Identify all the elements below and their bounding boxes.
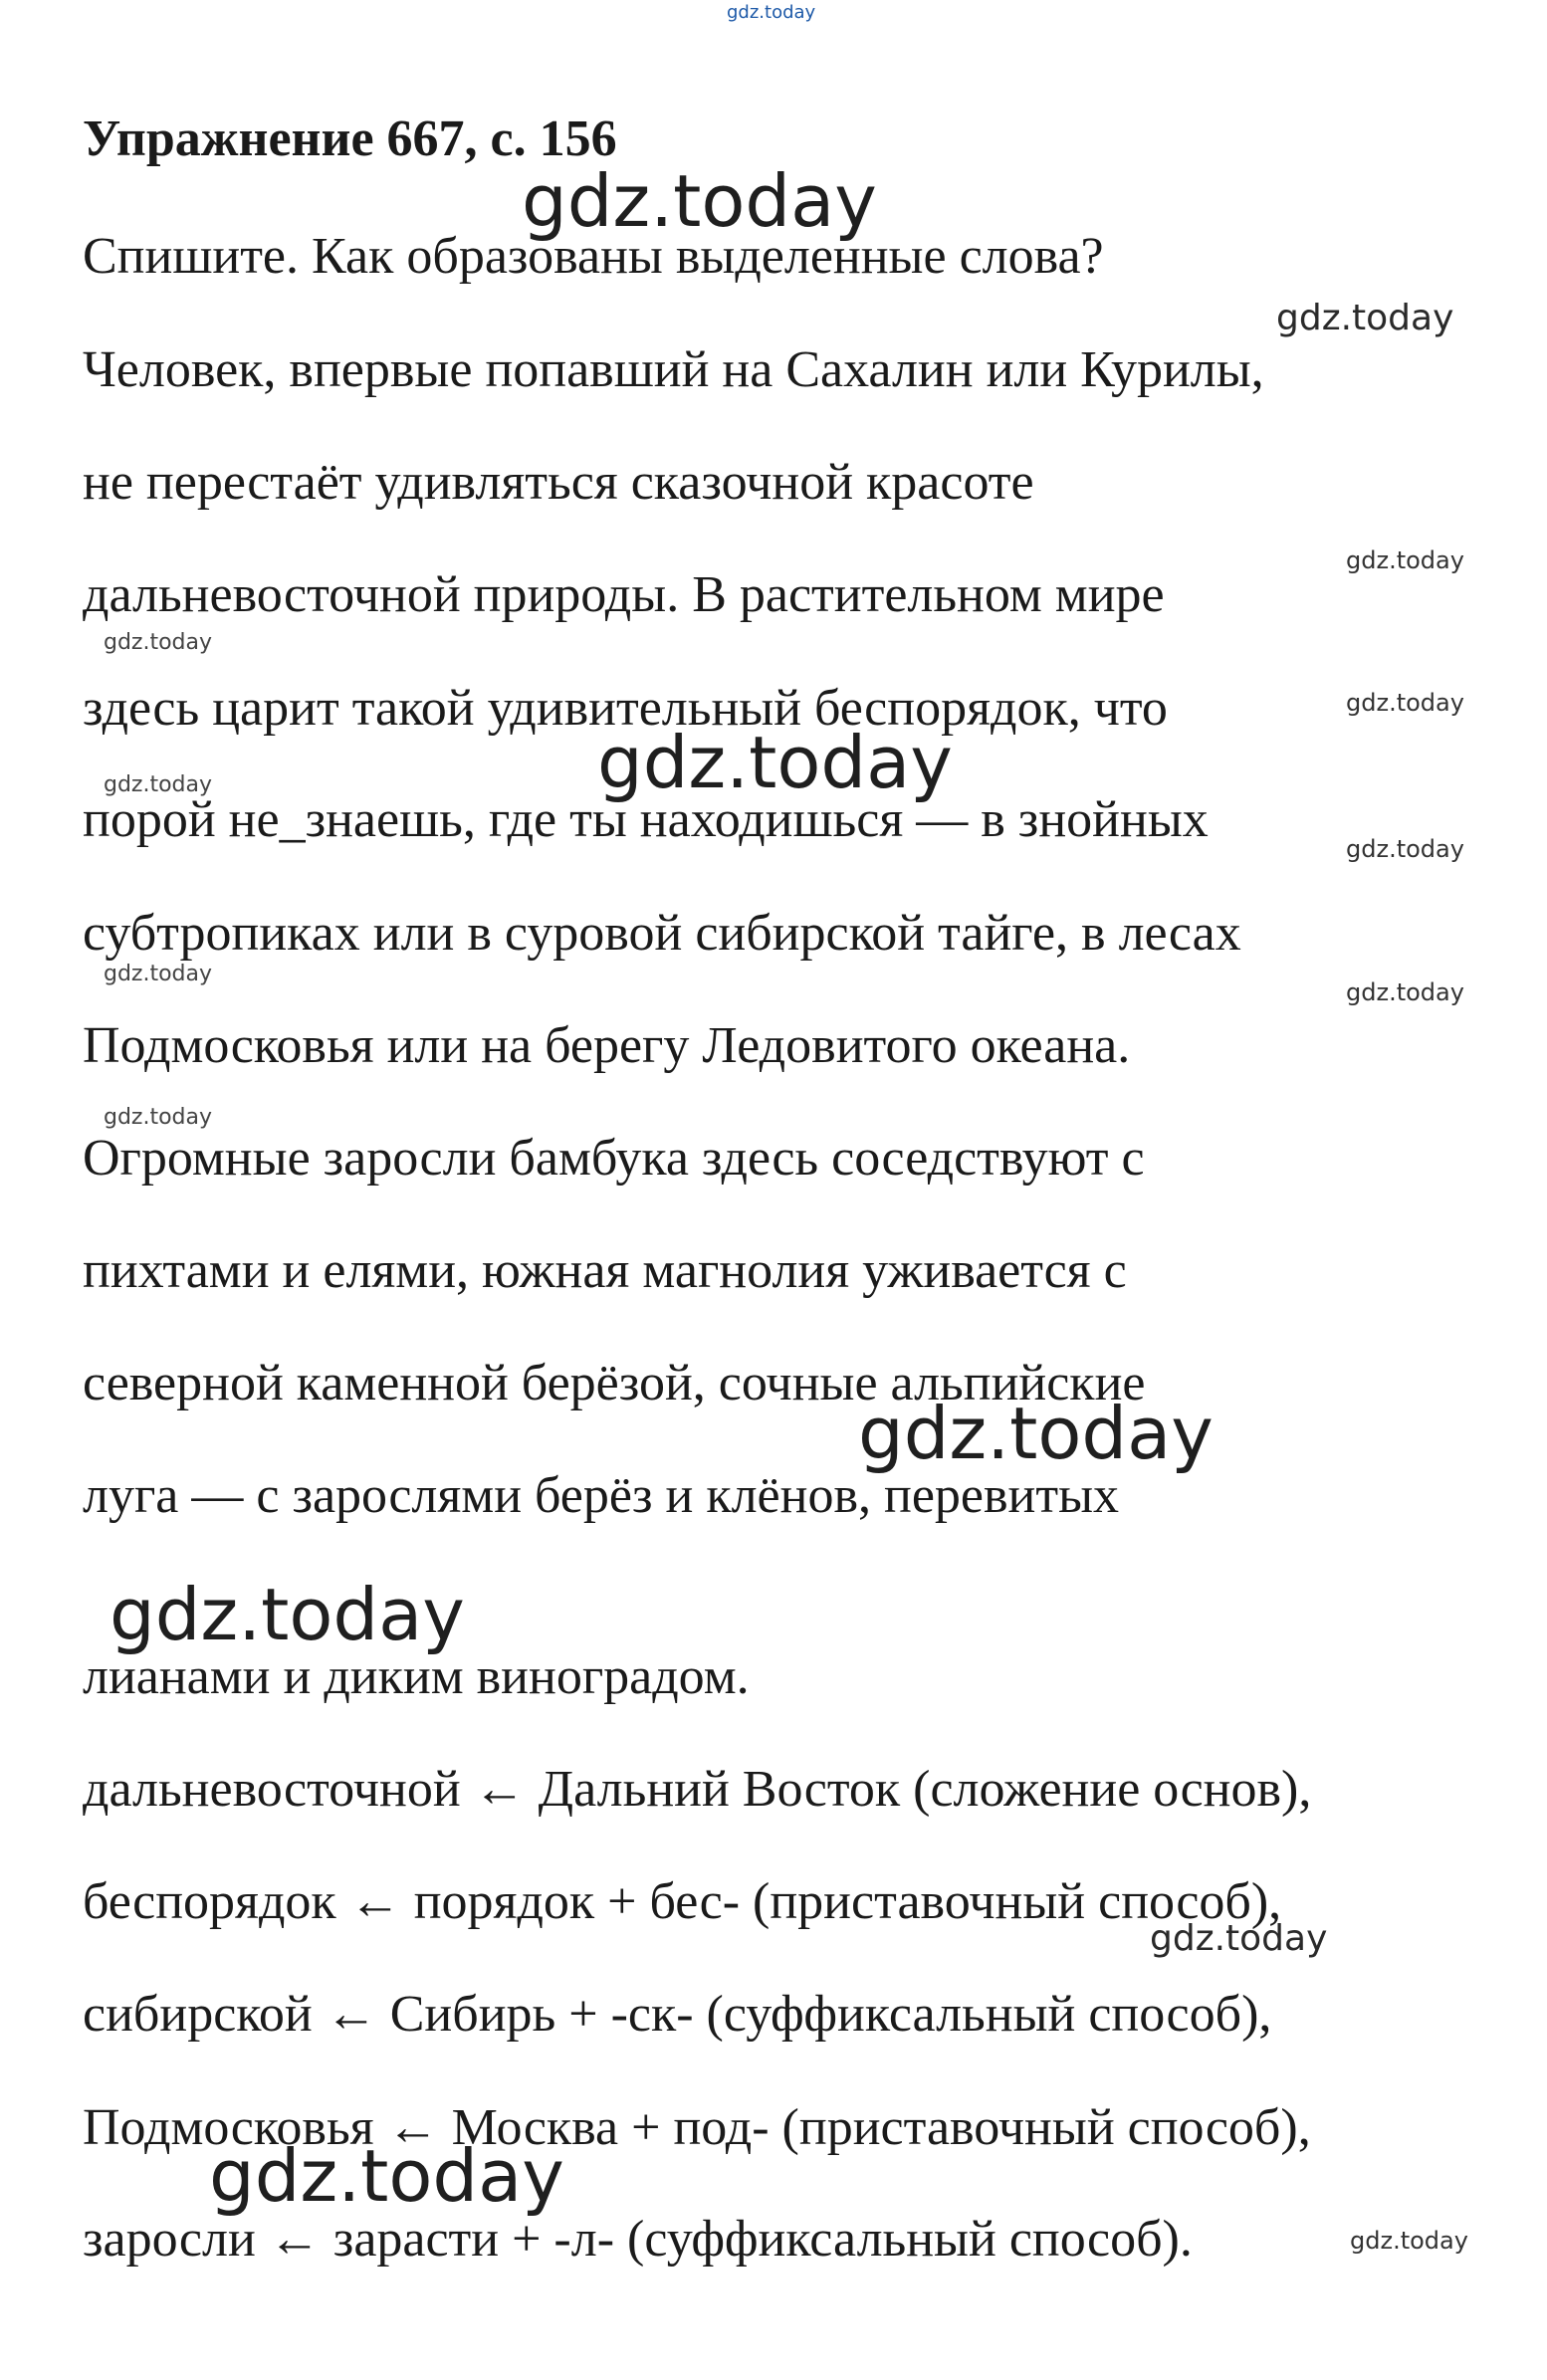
- watermark-small: gdz.today: [1346, 546, 1464, 574]
- watermark-large: gdz.today: [110, 1573, 465, 1656]
- exercise-title: Упражнение 667, с. 156: [83, 110, 617, 167]
- text-line-9: пихтами и елями, южная магнолия уживается с: [83, 1242, 1127, 1299]
- text-line-12: лианами и диким виноградом.: [83, 1648, 750, 1705]
- watermark-large: gdz.today: [522, 159, 877, 243]
- watermark-small: gdz.today: [1350, 2227, 1468, 2255]
- text-line-7: Подмосковья или на берегу Ледовитого океана.: [83, 1017, 1131, 1074]
- watermark-medium: gdz.today: [1150, 1918, 1328, 1959]
- text-line-3: дальневосточной природы. В растительном мире: [83, 566, 1165, 623]
- watermark-small: gdz.today: [104, 1105, 213, 1130]
- text-line-6: субтропиках или в суровой сибирской тайге, в лесах: [83, 905, 1241, 962]
- watermark-small: gdz.today: [1346, 978, 1464, 1006]
- text-line-1: Человек, впервые попавший на Сахалин или Курилы,: [83, 341, 1264, 398]
- header-watermark: gdz.today: [727, 2, 816, 23]
- text-line-2: не перестаёт удивляться сказочной красоте: [83, 454, 1034, 511]
- answer-line-1: дальневосточной ← Дальний Восток (сложение основ),: [83, 1761, 1312, 1818]
- answer-line-3: сибирской ← Сибирь + -ск- (суффиксальный способ),: [83, 1986, 1272, 2043]
- text-line-4: здесь царит такой удивительный беспорядок, что: [83, 680, 1168, 737]
- answer-line-2: беспорядок ← порядок + бес- (приставочный способ),: [83, 1873, 1282, 1930]
- text-line-11: луга — с зарослями берёз и клёнов, перевитых: [83, 1467, 1120, 1524]
- text-line-10: северной каменной берёзой, сочные альпийские: [83, 1355, 1146, 1411]
- watermark-small: gdz.today: [1346, 835, 1464, 863]
- text-line-5: порой не_знаешь, где ты находишься — в знойных: [83, 791, 1209, 848]
- text-line-8: Огромные заросли бамбука здесь соседствуют с: [83, 1130, 1145, 1187]
- watermark-large: gdz.today: [597, 721, 953, 804]
- watermark-small: gdz.today: [1346, 689, 1464, 717]
- watermark-medium: gdz.today: [1276, 298, 1454, 338]
- watermark-small: gdz.today: [104, 630, 213, 655]
- watermark-small: gdz.today: [104, 772, 213, 797]
- answer-line-4: Подмосковья ← Москва + под- (приставочный способ),: [83, 2099, 1311, 2156]
- watermark-small: gdz.today: [104, 962, 213, 986]
- task-text: Спишите. Как образованы выделенные слова?: [83, 228, 1104, 285]
- answer-line-5: заросли ← зарасти + -л- (суффиксальный способ).: [83, 2211, 1193, 2268]
- watermark-large: gdz.today: [209, 2134, 564, 2218]
- watermark-large: gdz.today: [858, 1392, 1214, 1475]
